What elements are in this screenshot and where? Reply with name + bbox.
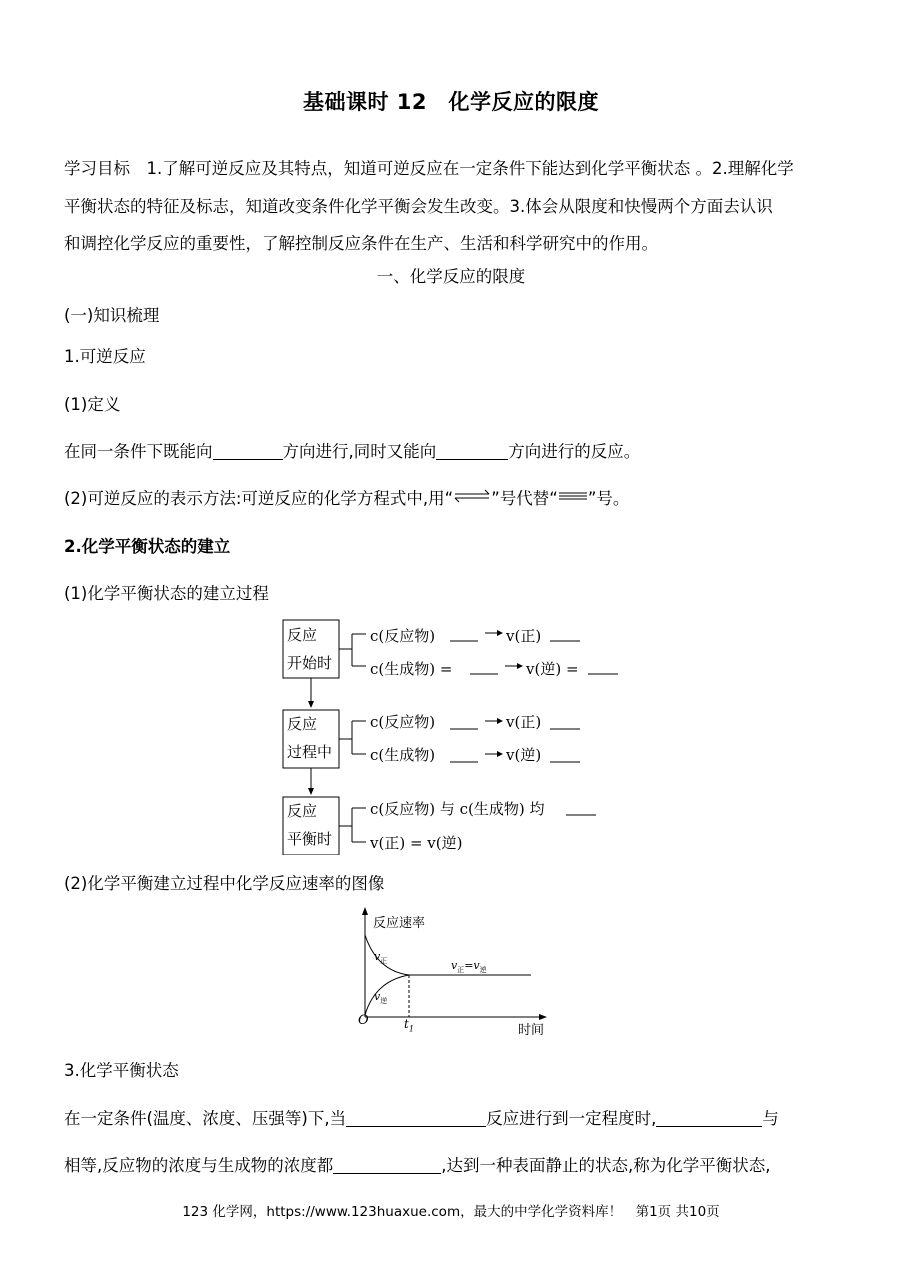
flow-row-5: c(反应物) 与 c(生成物) 均 [370,800,545,818]
t1-symbol: t [404,1017,409,1031]
flow-right-arrow-icon [485,630,503,636]
equilibrium-flow-diagram [280,615,640,855]
page-title: 基础课时 12 化学反应的限度 [302,90,600,114]
v-forward-label [374,950,387,966]
v-reverse-label [374,990,387,1006]
state-line-1-part-3: 与 [762,1109,779,1128]
flow-box-start-line-1: 反应 [287,626,318,644]
flow-row-4-left: c(生成物) [370,746,436,764]
blank-rate-quantity[interactable] [656,1108,762,1127]
definition-part-1: 在同一条件下既能向 [64,442,213,461]
reversible-arrow-icon [453,489,491,503]
section-title: 一、化学反应的限度 [376,267,526,286]
knowledge-review-heading: (一)知识梳理 [64,306,160,325]
flow-box-process-line-2: 过程中 [287,743,333,761]
flow-right-arrow-icon [485,751,503,757]
equilibrium-state-heading: 3.化学平衡状态 [64,1061,179,1080]
flow-arrowhead-1 [308,701,314,708]
flow-right-arrow-icon [505,663,523,669]
flow-row-4-right: v(逆) [506,746,542,764]
graph-t1-label [404,1017,414,1033]
graph-label: (2)化学平衡建立过程中化学反应速率的图像 [64,874,385,893]
y-axis-arrowhead [362,907,368,915]
flow-row-3-left: c(反应物) [370,713,436,731]
state-text-line-1 [64,1105,779,1129]
definition-text [64,438,640,462]
t1-subscript: 1 [408,1024,414,1034]
flow-row-3-right: v(正) [506,713,542,731]
flow-box-start-line-2: 开始时 [287,654,333,672]
graph-y-label: 反应速率 [373,916,426,931]
objectives-line-1: 学习目标 1.了解可逆反应及其特点，知道可逆反应在一定条件下能达到化学平衡状态 。2.理解化学 [64,159,794,178]
flow-arrowhead-2 [308,788,314,795]
definition-part-2: 方向进行,同时又能向 [282,442,437,461]
flow-box-equilibrium-line-1: 反应 [287,802,318,820]
v-reverse-symbol: v [374,990,381,1003]
equilibrium-label [451,959,487,975]
representation-part-3: ”号。 [587,489,630,508]
v-forward-subscript: 正 [380,957,388,966]
eq-sub-b: 逆 [479,966,487,975]
v-reverse-subscript: 逆 [380,997,388,1006]
state-text-line-2 [64,1152,771,1176]
flow-row-1-left: c(反应物) [370,627,436,645]
flow-bracket-3 [339,808,366,842]
reversible-reaction-heading: 1.可逆反应 [64,347,146,366]
flow-bracket-2 [339,721,366,754]
representation-part-2: ”号代替“ [491,489,558,508]
flow-box-process-line-1: 反应 [287,715,318,733]
graph-x-label: 时间 [518,1023,545,1038]
definition-label: (1)定义 [64,395,121,414]
representation-text [64,485,629,509]
eq-v-b: =v [464,959,480,972]
flow-row-2-right: v(逆) = [526,660,579,678]
equals-sign-icon [558,489,588,503]
blank-reaction-type[interactable] [346,1108,486,1127]
state-line-1-part-1: 在一定条件(温度、浓度、压强等)下,当 [64,1109,347,1128]
eq-sub-a: 正 [457,966,465,975]
representation-part-1: (2)可逆反应的表示方法:可逆反应的化学方程式中,用“ [64,489,454,508]
flow-row-2-left: c(生成物) = [370,660,453,678]
flow-row-1-right: v(正) [506,627,542,645]
blank-concentration-status[interactable] [333,1155,441,1174]
flow-bracket-1 [339,634,366,666]
state-line-1-part-2: 反应进行到一定程度时, [486,1109,657,1128]
state-line-2-part-2: ,达到一种表面静止的状态,称为化学平衡状态, [441,1156,771,1175]
v-forward-symbol: v [374,950,381,963]
process-label: (1)化学平衡状态的建立过程 [64,584,269,603]
blank-forward-direction[interactable] [213,441,283,460]
equilibrium-heading: 2.化学平衡状态的建立 [64,537,231,556]
flow-right-arrow-icon [485,718,503,724]
graph-origin: O [358,1013,369,1028]
state-line-2-part-1: 相等,反应物的浓度与生成物的浓度都 [64,1156,334,1175]
objectives-line-2: 平衡状态的特征及标志，知道改变条件化学平衡会发生改变。3.体会从限度和快慢两个方面去认识 [64,197,773,216]
objectives-line-3: 和调控化学反应的重要性，了解控制反应条件在生产、生活和科学研究中的作用。 [64,234,658,253]
flow-row-6: v(正) = v(逆) [370,834,463,852]
eq-v-a: v [451,959,458,972]
definition-part-3: 方向进行的反应。 [508,442,641,461]
blank-reverse-direction[interactable] [436,441,508,460]
page-footer: 123 化学网，https://www.123huaxue.com，最大的中学化学资料库！ 第1页 共10页 [182,1204,720,1220]
flow-box-equilibrium-line-2: 平衡时 [287,830,333,848]
